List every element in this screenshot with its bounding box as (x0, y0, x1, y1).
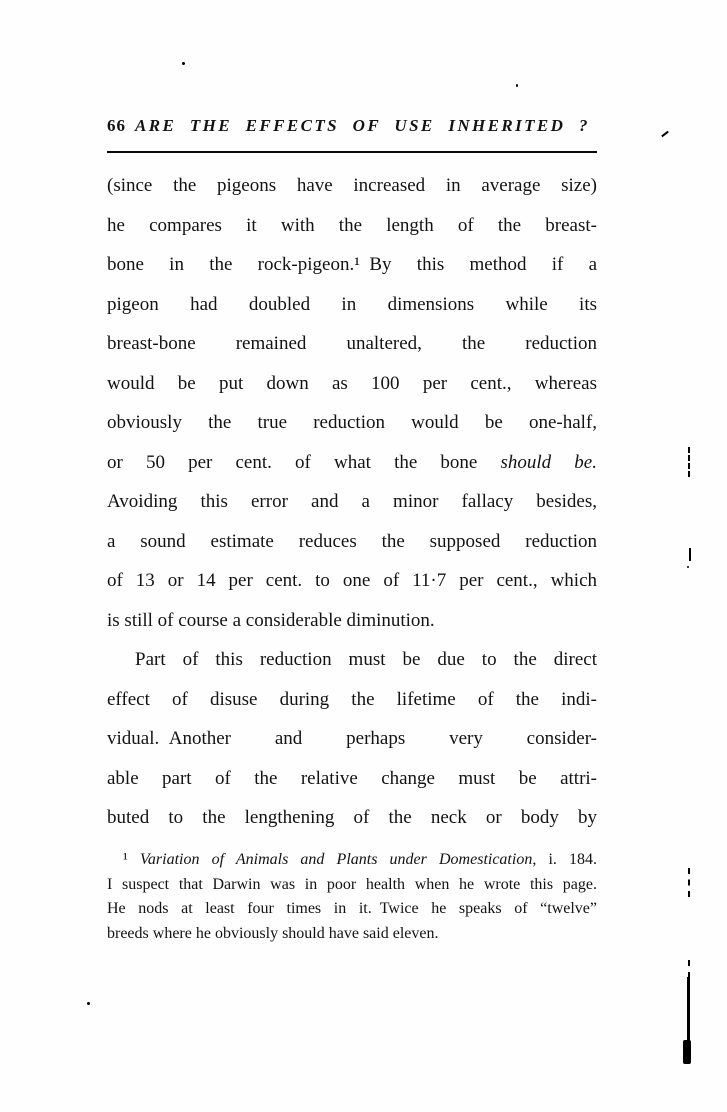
text-line: he compares it with the length of the breast- (107, 214, 597, 236)
scan-edge-streak (687, 977, 690, 1043)
text-line: bone in the rock-pigeon.¹ By this method if a (107, 254, 597, 275)
text-line: able part of the relative change must be attri- (107, 767, 597, 789)
page-number: 66 (107, 116, 126, 135)
scan-margin-mark (689, 548, 691, 561)
text-line: would be put down as 100 per cent., whereas (107, 372, 597, 394)
text-line: obviously the true reduction would be one-half, (107, 412, 597, 433)
running-header (107, 116, 599, 136)
scan-edge-streak (683, 1040, 691, 1064)
scan-speck (516, 84, 518, 87)
scan-speck (87, 1002, 90, 1005)
header-rule (107, 151, 597, 153)
scan-margin-mark (688, 868, 690, 897)
text-line: vidual. Another and perhaps very consider- (107, 728, 597, 749)
text-line: is still of course a considerable diminution. (107, 609, 435, 631)
text-line: buted to the lengthening of the neck or body by (107, 807, 597, 828)
body-text (107, 166, 597, 838)
footnote (107, 848, 597, 946)
scan-speck (182, 62, 185, 65)
text-line: effect of disuse during the lifetime of the indi- (107, 688, 597, 710)
text-line: a sound estimate reduces the supposed reduction (107, 530, 597, 552)
text-line: Part of this reduction must be due to the direct (135, 649, 597, 670)
scan-margin-mark (688, 447, 690, 477)
text-line: I suspect that Darwin was in poor health when he wrote this page. (107, 875, 597, 893)
text-line: of 13 or 14 per cent. to one of 11·7 per cent., which (107, 570, 597, 591)
text-line: breeds where he obviously should have said eleven. (107, 924, 439, 942)
scan-margin-mark (687, 566, 689, 568)
running-title: ARE THE EFFECTS OF USE INHERITED ? (135, 116, 590, 135)
text-line: (since the pigeons have increased in average size) (107, 175, 597, 196)
text-line: or 50 per cent. of what the bone should be. (107, 451, 597, 473)
text-line: Avoiding this error and a minor fallacy besides, (107, 491, 597, 512)
text-line: He nods at least four times in it. Twice he speaks of “twelve” (107, 900, 597, 917)
scan-speck (661, 131, 669, 138)
scan-edge-streak (688, 960, 690, 978)
text-line: ¹ Variation of Animals and Plants under Domestication, i. 184. (123, 851, 598, 868)
text-line: pigeon had doubled in dimensions while its (107, 293, 597, 315)
text-line: breast-bone remained unaltered, the reduction (107, 333, 597, 354)
